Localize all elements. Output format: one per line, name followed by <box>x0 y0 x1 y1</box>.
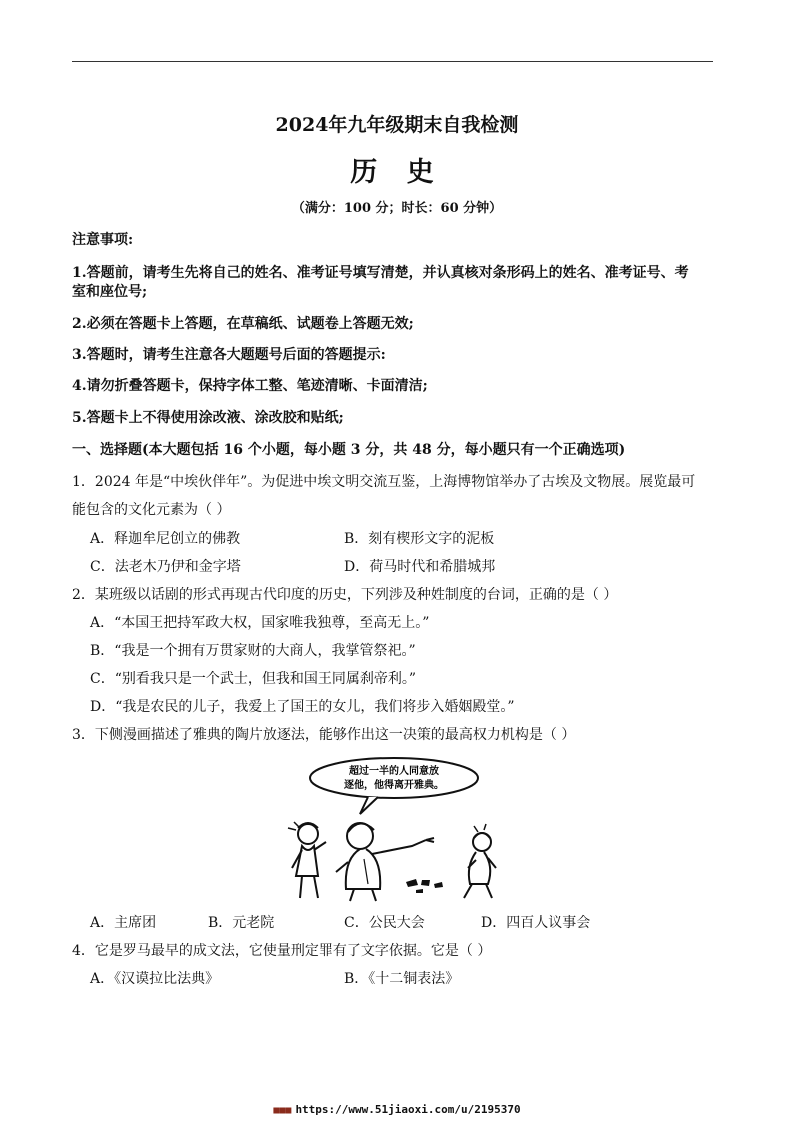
site-logo-icon: ■■■ <box>273 1105 292 1116</box>
question-1-stem: 能包含的文化元素为（ ） <box>72 502 231 518</box>
question-2-option-c[interactable]: C．“别看我只是一个武士，但我和国王同属刹帝利。” <box>90 671 417 687</box>
question-1-option-a[interactable]: A．释迦牟尼创立的佛教 <box>90 531 241 547</box>
speech-bubble <box>310 758 478 798</box>
footer <box>0 1103 794 1116</box>
question-2-option-b[interactable]: B．“我是一个拥有万贯家财的大商人，我掌管祭祀。” <box>90 643 416 659</box>
notice-item: 4.请勿折叠答题卡，保持字体工整、笔迹清晰、卡面清洁; <box>72 378 428 394</box>
question-4-option-a[interactable]: A．《汉谟拉比法典》 <box>90 971 220 987</box>
question-1-option-d[interactable]: D．荷马时代和希腊城邦 <box>344 559 496 575</box>
footer-url[interactable]: https://www.51jiaoxi.com/u/2195370 <box>295 1103 521 1116</box>
notice-item: 5.答题卡上不得使用涂改液、涂改胶和贴纸; <box>72 410 344 426</box>
notice-item: 室和座位号; <box>72 284 148 300</box>
question-1-option-c[interactable]: C．法老木乃伊和金字塔 <box>90 559 241 575</box>
question-3-option-c[interactable]: C．公民大会 <box>344 915 425 931</box>
question-4-option-b[interactable]: B．《十二铜表法》 <box>344 971 460 987</box>
pottery-shards <box>406 879 443 893</box>
exam-title: 2024年九年级期末自我检测 <box>275 114 519 136</box>
citizen-center <box>336 823 434 901</box>
ostracized-citizen <box>464 824 496 898</box>
speech-bubble-tail <box>360 797 378 814</box>
question-2-stem: 2．某班级以话剧的形式再现古代印度的历史，下列涉及种姓制度的台词，正确的是（ ） <box>72 587 618 603</box>
question-1-option-b[interactable]: B．刻有楔形文字的泥板 <box>344 531 495 547</box>
bubble-text-2: 逐他，他得离开雅典。 <box>344 780 444 791</box>
question-3-option-a[interactable]: A．主席团 <box>90 915 157 931</box>
question-3-option-d[interactable]: D．四百人议事会 <box>481 915 591 931</box>
notice-item: 1.答题前，请考生先将自己的姓名、准考证号填写清楚，并认真核对条形码上的姓名、准考证号、考 <box>72 265 689 281</box>
notice-item: 2.必须在答题卡上答题，在草稿纸、试题卷上答题无效; <box>72 316 414 332</box>
question-3-stem: 3．下侧漫画描述了雅典的陶片放逐法，能够作出这一决策的最高权力机构是（ ） <box>72 727 576 743</box>
exam-info: （满分：100 分；时长：60 分钟） <box>291 201 503 216</box>
citizen-left <box>288 822 326 898</box>
question-4-stem: 4．它是罗马最早的成文法，它使量刑定罪有了文字依据。它是（ ） <box>72 943 492 959</box>
notice-item: 3.答题时，请考生注意各大题题号后面的答题提示: <box>72 347 386 363</box>
ostracism-cartoon <box>276 754 510 904</box>
question-1-stem: 1．2024 年是“中埃伙伴年”。为促进中埃文明交流互鉴，上海博物馆举办了古埃及文物展。展览最可 <box>72 474 696 490</box>
subject-title: 历 史 <box>350 157 444 188</box>
header-rule <box>72 61 713 62</box>
question-2-option-d[interactable]: D．“我是农民的儿子，我爱上了国王的女儿，我们将步入婚姻殿堂。” <box>90 699 515 715</box>
notice-heading: 注意事项: <box>72 232 134 248</box>
question-2-option-a[interactable]: A．“本国王把持军政大权，国家唯我独尊，至高无上。” <box>90 615 430 631</box>
section-title: 一、选择题(本大题包括 16 个小题，每小题 3 分，共 48 分，每小题只有一个正确选项) <box>72 442 626 458</box>
bubble-text-1: 超过一半的人同意放 <box>349 766 439 777</box>
question-3-option-b[interactable]: B．元老院 <box>208 915 275 931</box>
